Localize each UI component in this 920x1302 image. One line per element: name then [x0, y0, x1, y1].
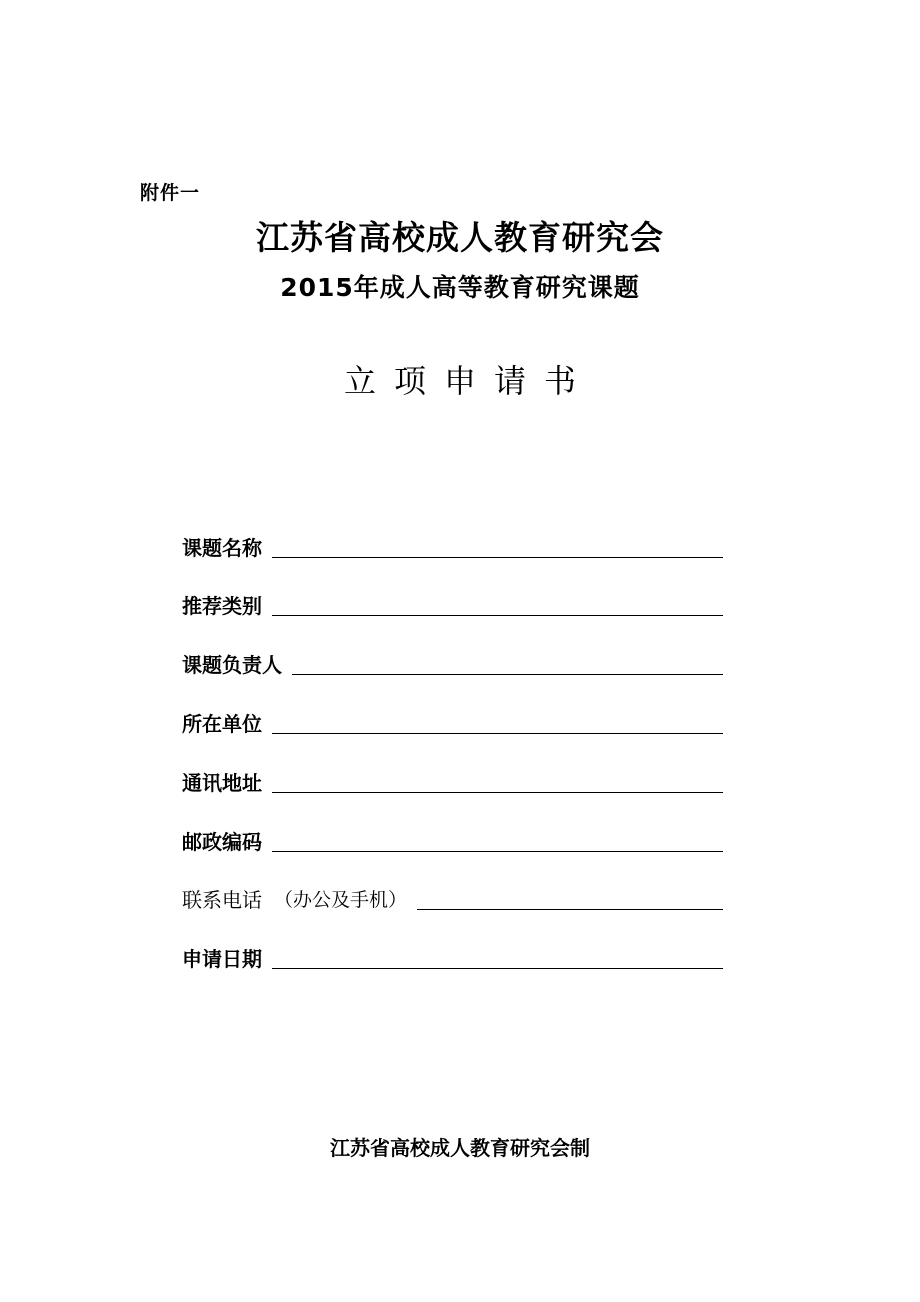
field-label: 推荐类别 — [182, 594, 262, 618]
field-line-contact-phone[interactable] — [417, 909, 723, 910]
field-line-project-leader[interactable] — [292, 674, 723, 675]
field-line-organization-unit[interactable] — [272, 733, 723, 734]
field-line-application-date[interactable] — [272, 968, 723, 969]
field-project-name — [182, 530, 723, 562]
field-label: 通讯地址 — [182, 771, 262, 795]
field-line-recommend-category[interactable] — [272, 615, 723, 616]
field-application-date — [182, 941, 723, 973]
field-line-project-name[interactable] — [272, 557, 723, 558]
field-project-leader — [182, 647, 723, 679]
field-label: 联系电话 — [182, 888, 262, 912]
field-line-postal-code[interactable] — [272, 851, 723, 852]
field-organization-unit — [182, 706, 723, 738]
attachment-label: 附件一 — [140, 182, 201, 204]
field-label: 申请日期 — [182, 947, 262, 971]
document-title: 立项申请书 — [343, 362, 594, 400]
organization-title: 江苏省高校成人教育研究会 — [256, 218, 664, 257]
field-line-mailing-address[interactable] — [272, 792, 723, 793]
field-mailing-address — [182, 765, 723, 797]
field-hint: （办公及手机） — [274, 889, 408, 911]
field-label: 课题负责人 — [182, 653, 282, 677]
project-subtitle: 2015年成人高等教育研究课题 — [280, 273, 640, 302]
field-label: 课题名称 — [182, 536, 262, 560]
footer-issuer: 江苏省高校成人教育研究会制 — [330, 1136, 590, 1160]
field-contact-phone — [182, 882, 723, 914]
field-label: 邮政编码 — [182, 830, 262, 854]
field-recommend-category — [182, 588, 723, 620]
field-label: 所在单位 — [182, 712, 262, 736]
field-postal-code — [182, 824, 723, 856]
